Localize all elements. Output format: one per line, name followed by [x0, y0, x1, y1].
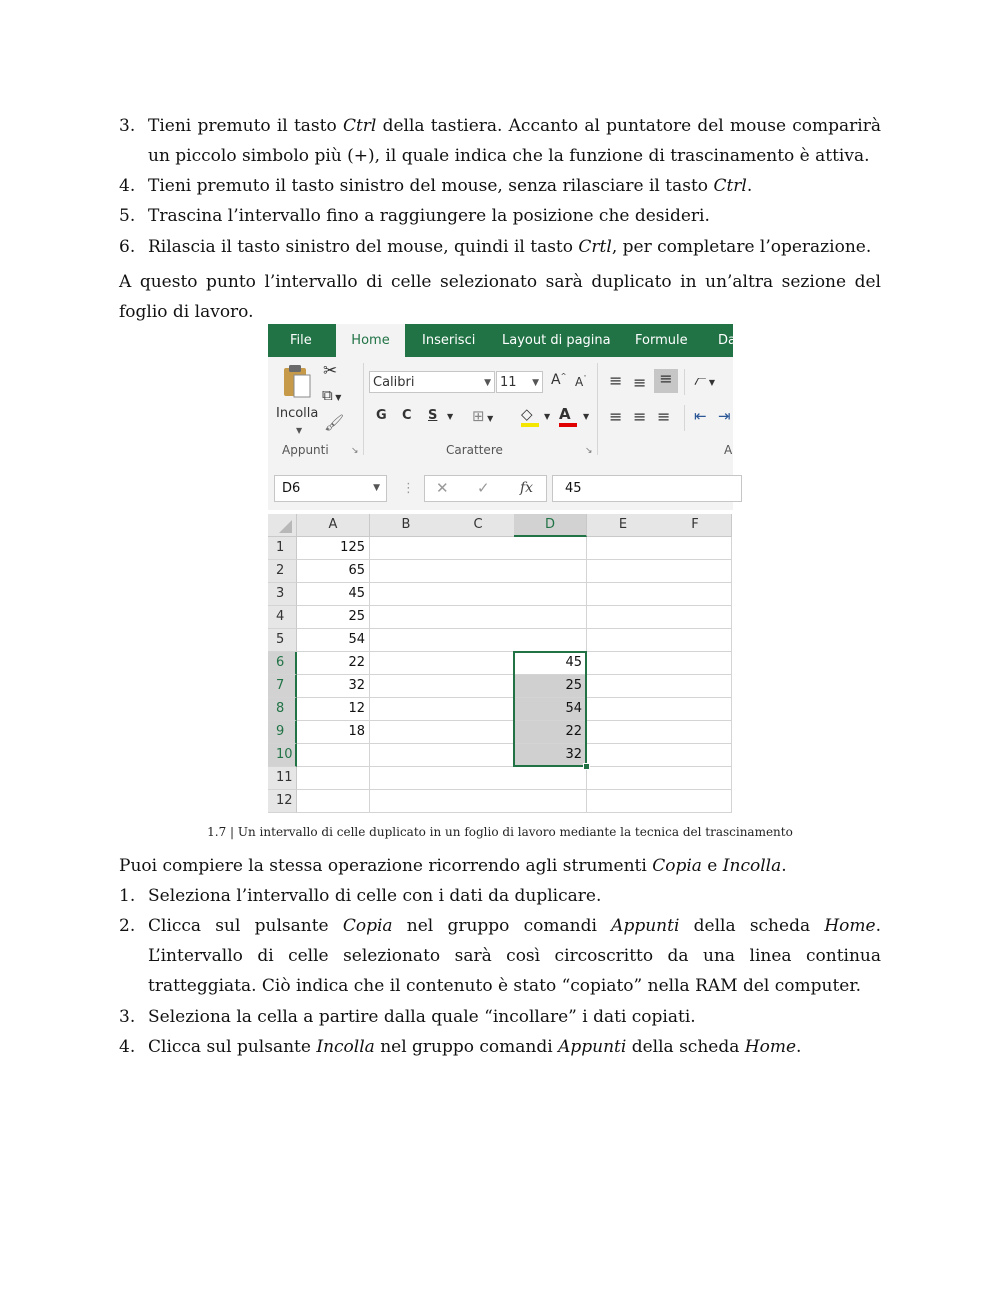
cell-f3[interactable] — [659, 583, 732, 606]
list-number: 3. — [119, 116, 136, 136]
align-top-icon[interactable]: ≡ — [609, 371, 623, 390]
orientation-icon[interactable]: ⦧ ▼ — [694, 371, 716, 389]
cell-c11[interactable] — [442, 767, 515, 790]
ribbon — [268, 357, 733, 463]
cell-c8[interactable] — [442, 698, 515, 721]
cell-e12[interactable] — [587, 790, 660, 813]
cell-a6[interactable]: 22 — [297, 652, 370, 675]
cell-c12[interactable] — [442, 790, 515, 813]
italic-button[interactable]: C — [402, 408, 412, 423]
cell-b3[interactable] — [370, 583, 443, 606]
cell-e6[interactable] — [587, 652, 660, 675]
cell-d12[interactable] — [514, 790, 587, 813]
grow-font-icon[interactable]: A^ — [551, 372, 567, 388]
chevron-down-icon[interactable]: ▼ — [583, 412, 590, 421]
cell-b1[interactable] — [370, 537, 443, 560]
cell-e11[interactable] — [587, 767, 660, 790]
font-name-value: Calibri — [373, 375, 415, 390]
list-text: Clicca sul pulsante Copia nel gruppo comandi Appunti della scheda Home. L’intervallo di celle selezionato sarà così circoscritto da una linea continua tratteggiata. Ciò indica che il contenuto è stato “copiato” nella RAM del computer. — [148, 916, 881, 996]
cell-b7[interactable] — [370, 675, 443, 698]
list-text: Tieni premuto il tasto Ctrl della tastiera. Accanto al puntatore del mouse comparirà un piccolo simbolo più (+), il quale indica che la funzione di trascinamento è attiva. — [148, 116, 881, 166]
paragraph-intro: A questo punto l’intervallo di celle selezionato sarà duplicato in un’altra sezione del foglio di lavoro. — [119, 272, 881, 322]
formula-input[interactable]: 45 — [552, 475, 742, 502]
font-name-combo[interactable] — [369, 371, 495, 393]
function-icon[interactable]: fx — [520, 480, 534, 496]
column-header-b[interactable]: B — [370, 514, 443, 537]
cell-b5[interactable] — [370, 629, 443, 652]
chevron-down-icon: ▼ — [484, 378, 491, 388]
copy-icon[interactable]: ⧉ ▼ — [322, 386, 342, 404]
underline-button[interactable]: S — [428, 408, 438, 423]
list-number: 4. — [119, 176, 136, 196]
cell-b8[interactable] — [370, 698, 443, 721]
column-header-e[interactable]: E — [587, 514, 660, 537]
group-label-allineamento: A — [724, 443, 733, 457]
cell-b4[interactable] — [370, 606, 443, 629]
column-header-d[interactable]: D — [514, 514, 587, 537]
cell-b10[interactable] — [370, 744, 443, 767]
cell-d1[interactable] — [514, 537, 587, 560]
paragraph-copy-paste: Puoi compiere la stessa operazione ricorrendo agli strumenti Copia e Incolla. — [119, 856, 787, 876]
cell-d2[interactable] — [514, 560, 587, 583]
formula-bar — [268, 463, 733, 510]
font-color-icon[interactable]: A — [559, 405, 577, 427]
row-header-6[interactable]: 6 — [268, 652, 297, 675]
cell-f9[interactable] — [659, 721, 732, 744]
list-number: 1. — [119, 886, 136, 906]
group-label-appunti: Appunti — [282, 443, 329, 457]
column-header-a[interactable]: A — [297, 514, 370, 537]
list-number: 5. — [119, 206, 136, 226]
list-text: Seleziona la cella a partire dalla quale “incollare” i dati copiati. — [148, 1007, 696, 1027]
cell-c9[interactable] — [442, 721, 515, 744]
format-painter-icon[interactable]: 🖌 — [324, 413, 345, 432]
column-header-f[interactable]: F — [659, 514, 732, 537]
chevron-down-icon[interactable]: ▼ — [447, 412, 454, 421]
list-number: 2. — [119, 916, 136, 936]
row-header-4[interactable]: 4 — [268, 606, 297, 629]
cut-icon[interactable]: ✂ — [323, 361, 338, 381]
cell-e10[interactable] — [587, 744, 660, 767]
align-right-icon[interactable]: ≡ — [657, 407, 671, 426]
cell-d10[interactable]: 32 — [514, 744, 587, 767]
cell-e8[interactable] — [587, 698, 660, 721]
list-text: Tieni premuto il tasto sinistro del mouse, senza rilasciare il tasto Ctrl. — [148, 176, 753, 196]
tab-dati[interactable]: Da — [718, 333, 736, 348]
cell-b2[interactable] — [370, 560, 443, 583]
paste-button[interactable] — [274, 363, 320, 435]
font-size-value: 11 — [500, 375, 517, 390]
figure-caption: 1.7 | Un intervallo di celle duplicato in un foglio di lavoro mediante la tecnica del trascinamento — [207, 825, 793, 839]
ribbon-tab-bar — [268, 324, 736, 357]
align-middle-icon[interactable]: ≡ — [633, 373, 647, 392]
chevron-down-icon[interactable]: ▼ — [544, 412, 551, 421]
list-number: 6. — [119, 237, 136, 257]
cell-e7[interactable] — [587, 675, 660, 698]
cell-a9[interactable]: 18 — [297, 721, 370, 744]
row-header-5[interactable]: 5 — [268, 629, 297, 652]
cell-f7[interactable] — [659, 675, 732, 698]
cell-a10[interactable] — [297, 744, 370, 767]
group-label-carattere: Carattere — [446, 443, 503, 457]
cell-c1[interactable] — [442, 537, 515, 560]
cell-f8[interactable] — [659, 698, 732, 721]
cell-f2[interactable] — [659, 560, 732, 583]
paste-label: Incolla — [276, 406, 319, 421]
list-number: 3. — [119, 1007, 136, 1027]
cell-f6[interactable] — [659, 652, 732, 675]
tab-file[interactable]: File — [290, 333, 312, 348]
ribbon-separator — [684, 405, 685, 431]
cell-e1[interactable] — [587, 537, 660, 560]
row-header-12[interactable]: 12 — [268, 790, 297, 813]
cell-c6[interactable] — [442, 652, 515, 675]
align-center-icon[interactable]: ≡ — [633, 407, 647, 426]
list-text: Seleziona l’intervallo di celle con i dati da duplicare. — [148, 886, 602, 906]
tab-home[interactable]: Home — [336, 324, 405, 357]
row-header-2[interactable]: 2 — [268, 560, 297, 583]
cell-f1[interactable] — [659, 537, 732, 560]
cell-a2[interactable]: 65 — [297, 560, 370, 583]
cell-d4[interactable] — [514, 606, 587, 629]
cell-d11[interactable] — [514, 767, 587, 790]
list-text: Rilascia il tasto sinistro del mouse, quindi il tasto Crtl, per completare l’operazione. — [148, 237, 872, 257]
list-number: 4. — [119, 1037, 136, 1057]
cell-c4[interactable] — [442, 606, 515, 629]
row-header-10[interactable]: 10 — [268, 744, 297, 767]
clipboard-icon — [280, 363, 314, 399]
row-header-3[interactable]: 3 — [268, 583, 297, 606]
row-header-11[interactable]: 11 — [268, 767, 297, 790]
cell-f11[interactable] — [659, 767, 732, 790]
ribbon-separator — [684, 369, 685, 395]
select-all-corner[interactable] — [268, 514, 297, 537]
dialog-launcher-icon[interactable]: ↘ — [351, 446, 359, 456]
row-header-1[interactable]: 1 — [268, 537, 297, 560]
cell-c10[interactable] — [442, 744, 515, 767]
cell-e4[interactable] — [587, 606, 660, 629]
cell-d9[interactable]: 22 — [514, 721, 587, 744]
cell-b6[interactable] — [370, 652, 443, 675]
chevron-down-icon: ▼ — [532, 378, 539, 388]
cell-a3[interactable]: 45 — [297, 583, 370, 606]
cell-a4[interactable]: 25 — [297, 606, 370, 629]
align-bottom-icon[interactable]: ≡ — [654, 369, 678, 393]
list-text: Clicca sul pulsante Incolla nel gruppo comandi Appunti della scheda Home. — [148, 1037, 802, 1057]
cell-d3[interactable] — [514, 583, 587, 606]
chevron-down-icon: ▼ — [373, 483, 380, 493]
cell-c2[interactable] — [442, 560, 515, 583]
decrease-indent-icon[interactable]: ⇤ — [694, 407, 707, 425]
cell-a11[interactable] — [297, 767, 370, 790]
fill-handle[interactable] — [583, 763, 590, 770]
formula-buttons — [424, 475, 547, 502]
name-box-value: D6 — [282, 481, 301, 496]
cell-a1[interactable]: 125 — [297, 537, 370, 560]
increase-indent-icon[interactable]: ⇥ — [718, 407, 731, 425]
row-header-8[interactable]: 8 — [268, 698, 297, 721]
align-left-icon[interactable]: ≡ — [609, 407, 623, 426]
tab-formule[interactable]: Formule — [635, 333, 688, 348]
cell-e2[interactable] — [587, 560, 660, 583]
ribbon-separator — [363, 363, 364, 455]
cell-d6[interactable]: 45 — [514, 652, 587, 675]
cell-f12[interactable] — [659, 790, 732, 813]
ribbon-separator — [597, 363, 598, 455]
cell-c7[interactable] — [442, 675, 515, 698]
more-icon: ⋮ — [402, 481, 415, 496]
cell-a12[interactable] — [297, 790, 370, 813]
cell-f10[interactable] — [659, 744, 732, 767]
cell-d8[interactable]: 54 — [514, 698, 587, 721]
cell-b11[interactable] — [370, 767, 443, 790]
cell-f5[interactable] — [659, 629, 732, 652]
row-header-9[interactable]: 9 — [268, 721, 297, 744]
cell-e9[interactable] — [587, 721, 660, 744]
enter-icon[interactable]: ✓ — [477, 479, 490, 497]
cell-b12[interactable] — [370, 790, 443, 813]
select-all-icon — [268, 514, 296, 536]
cancel-icon[interactable]: ✕ — [436, 479, 449, 497]
cell-d5[interactable] — [514, 629, 587, 652]
shrink-font-icon[interactable]: $A^ˇ$ — [575, 375, 587, 389]
dialog-launcher-icon[interactable]: ↘ — [585, 446, 593, 456]
cell-c5[interactable] — [442, 629, 515, 652]
cell-e5[interactable] — [587, 629, 660, 652]
chevron-down-icon: ▼ — [296, 426, 303, 435]
cell-b9[interactable] — [370, 721, 443, 744]
cell-c3[interactable] — [442, 583, 515, 606]
cell-e3[interactable] — [587, 583, 660, 606]
name-box[interactable] — [274, 475, 387, 502]
cell-a7[interactable]: 32 — [297, 675, 370, 698]
borders-icon[interactable]: ⊞ ▼ — [472, 407, 494, 425]
cell-a8[interactable]: 12 — [297, 698, 370, 721]
excel-screenshot — [268, 324, 736, 810]
bold-button[interactable]: G — [376, 408, 387, 423]
cell-a5[interactable]: 54 — [297, 629, 370, 652]
cell-f4[interactable] — [659, 606, 732, 629]
font-size-combo[interactable] — [496, 371, 543, 393]
column-header-c[interactable]: C — [442, 514, 515, 537]
tab-inserisci[interactable]: Inserisci — [422, 333, 476, 348]
tab-layout[interactable]: Layout di pagina — [502, 333, 611, 348]
list-text: Trascina l’intervallo fino a raggiungere la posizione che desideri. — [148, 206, 710, 226]
fill-color-icon[interactable]: ◇ — [521, 405, 539, 427]
cell-d7[interactable]: 25 — [514, 675, 587, 698]
row-header-7[interactable]: 7 — [268, 675, 297, 698]
